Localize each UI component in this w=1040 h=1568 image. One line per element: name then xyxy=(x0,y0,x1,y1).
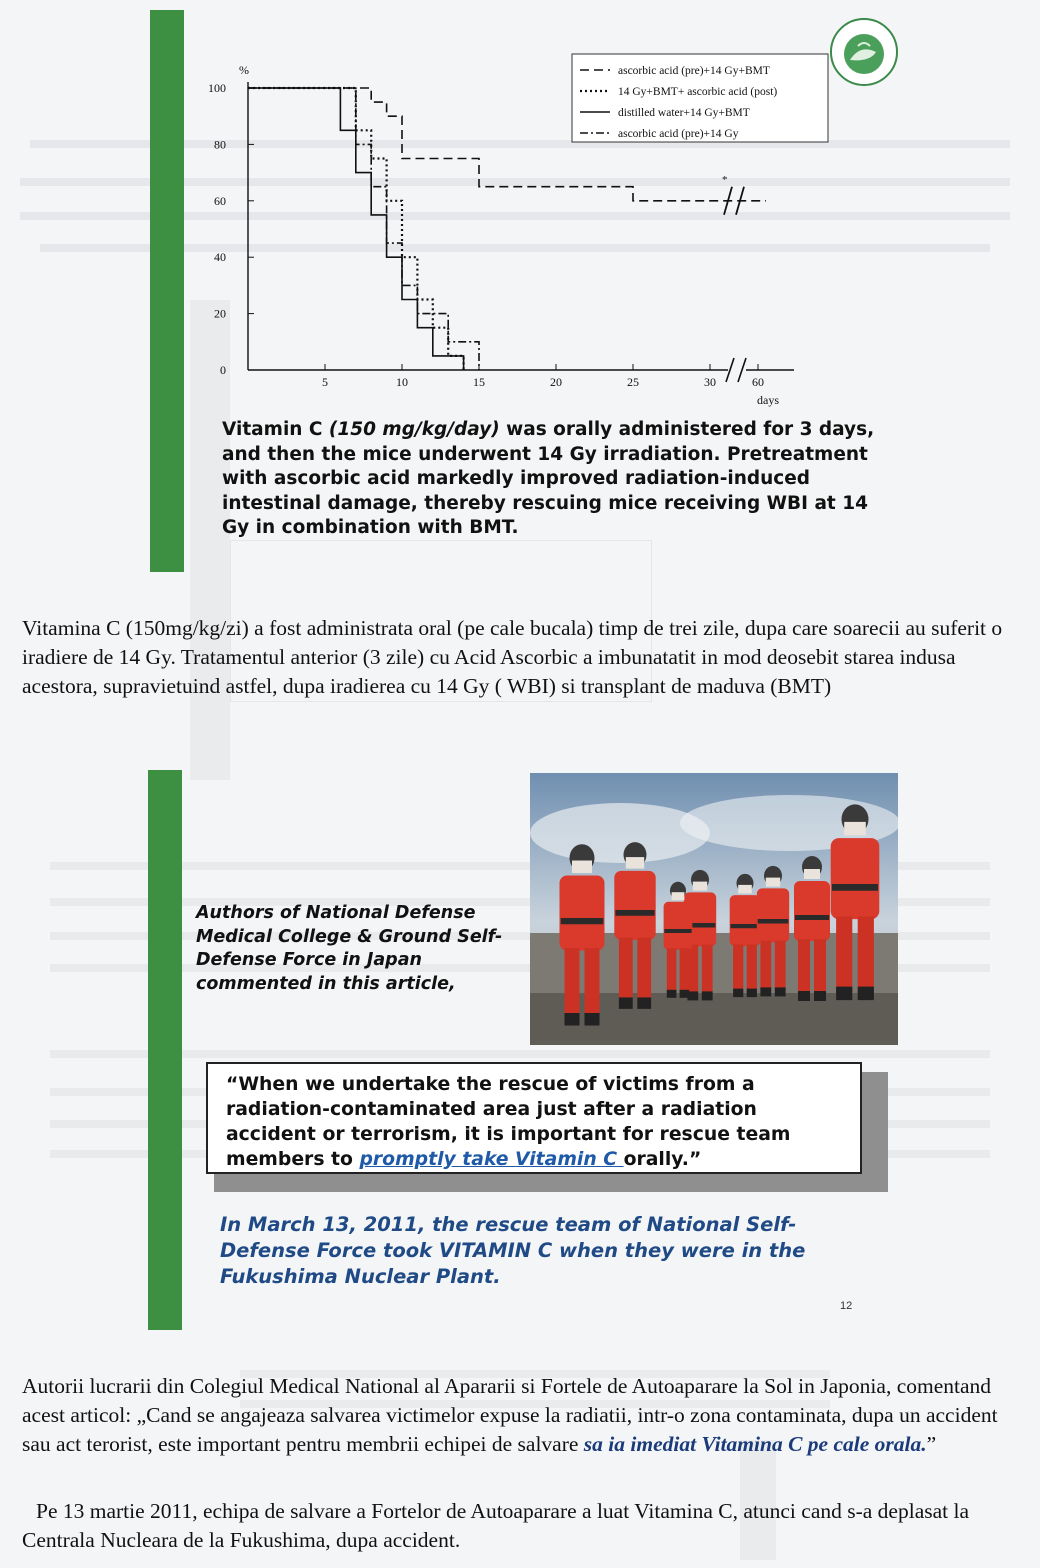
boot xyxy=(585,1013,600,1026)
caption-dose: (150 mg/kg/day) xyxy=(328,419,500,440)
boot xyxy=(814,991,826,1001)
green-accent-bar-bottom xyxy=(148,770,182,1330)
legend-label: ascorbic acid (pre)+14 Gy xyxy=(618,128,739,140)
x-axis-break-mark xyxy=(726,358,746,382)
belt xyxy=(615,910,654,916)
boot xyxy=(733,989,743,998)
boot xyxy=(680,990,690,998)
chart-legend xyxy=(572,54,828,142)
belt xyxy=(561,918,604,924)
caption-text-start: Vitamin C xyxy=(222,419,329,440)
paragraph-romanian-2 xyxy=(22,1372,1027,1459)
red-suit-leg xyxy=(775,941,786,991)
rescue-team-illustration xyxy=(530,773,898,1045)
y-tick-label: 0 xyxy=(220,363,226,377)
red-suit-leg xyxy=(858,916,874,992)
authors-note: Authors of National Defense Medical College & Ground Self- Defense Force in Japan commented in this article, xyxy=(196,903,503,994)
boot xyxy=(858,987,874,1001)
x-tick-label: 5 xyxy=(322,375,328,389)
green-accent-bar-top xyxy=(150,10,184,572)
survival-chart xyxy=(200,40,900,420)
para2-closing-quote: ” xyxy=(926,1432,937,1456)
red-suit-body xyxy=(730,895,761,946)
quote-box xyxy=(206,1062,862,1174)
red-suit-leg xyxy=(814,939,826,995)
red-suit-leg xyxy=(585,948,600,1018)
x-tick-label: 60 xyxy=(752,375,764,389)
legend-label: ascorbic acid (pre)+14 Gy+BMT xyxy=(618,65,770,77)
y-tick-label: 40 xyxy=(214,250,226,265)
boot xyxy=(798,991,810,1001)
red-suit-leg xyxy=(565,948,580,1018)
x-tick-label: 15 xyxy=(473,375,485,389)
boot xyxy=(702,991,713,1000)
belt xyxy=(664,929,691,933)
red-suit-leg xyxy=(760,941,771,991)
red-suit-leg xyxy=(836,916,852,992)
boot xyxy=(775,987,786,996)
caption-text-end: was orally administered for 3 days, and then the mice underwent 14 Gy irradiation. Pretreatment with ascorbic acid markedly improved radiation-induced intestinal damage, thereby rescuing mice receiving WBI at 14 Gy in combination with BMT. xyxy=(222,419,875,538)
red-suit-body xyxy=(794,881,830,941)
x-tick-label: 10 xyxy=(396,375,408,389)
red-suit-leg xyxy=(680,948,690,993)
x-tick-label: 30 xyxy=(704,375,716,389)
red-suit-leg xyxy=(619,938,633,1002)
belt xyxy=(832,884,878,891)
boot xyxy=(747,989,757,998)
face-mask xyxy=(766,878,780,887)
red-suit-body xyxy=(560,876,605,951)
red-suit-leg xyxy=(733,944,743,992)
red-suit-leg xyxy=(798,939,810,995)
red-suit-body xyxy=(757,888,789,942)
boot xyxy=(619,997,633,1009)
y-tick-label: 100 xyxy=(208,81,226,95)
significance-asterisk: * xyxy=(722,173,728,186)
page-number: 12 xyxy=(840,1300,853,1312)
quote-vitamin-c-link[interactable]: promptly take Vitamin C xyxy=(359,1149,624,1170)
march-2011-note: In March 13, 2011, the rescue team of National Self-Defense Force took VITAMIN C when they were in the Fukushima Nuclear Plant. xyxy=(220,1213,806,1288)
x-tick-label: 20 xyxy=(550,375,562,389)
boot xyxy=(637,997,651,1009)
red-suit-leg xyxy=(747,944,757,992)
x-tick-label: 25 xyxy=(627,375,639,389)
y-tick-label: 80 xyxy=(214,137,226,152)
paragraph-romanian-3: Pe 13 martie 2011, echipa de salvare a Fortelor de Autoaparare a luat Vitamina C, atunci cand s-a deplasat la Centrala Nucleara de la Fukushima, dupa accident. xyxy=(22,1499,970,1552)
boot xyxy=(760,987,771,996)
face-mask xyxy=(804,869,820,879)
boot xyxy=(565,1013,580,1026)
belt xyxy=(795,915,829,920)
y-tick-label: 20 xyxy=(214,306,226,321)
quote-text-end: orally.” xyxy=(623,1149,702,1170)
boot xyxy=(836,987,852,1001)
face-mask xyxy=(626,857,644,869)
boot xyxy=(667,990,677,998)
red-suit-body xyxy=(614,871,655,940)
red-suit-body xyxy=(664,902,693,950)
legend-label: 14 Gy+BMT+ ascorbic acid (post) xyxy=(618,86,778,98)
para2-emphasis: sa ia imediat Vitamina C pe cale orala. xyxy=(583,1432,927,1456)
face-mask xyxy=(693,882,707,891)
red-suit-leg xyxy=(637,938,651,1002)
chart-caption-english xyxy=(222,418,882,541)
rescue-team-photo xyxy=(530,773,898,1045)
belt xyxy=(731,924,760,928)
legend-label: distilled water+14 Gy+BMT xyxy=(618,107,750,119)
red-suit-leg xyxy=(702,945,713,995)
quote-text-start: “When we undertake the rescue of victims from a radiation-contaminated area just after a radiation accident or terrorism, it is important for rescue team members to xyxy=(226,1074,791,1170)
face-mask xyxy=(672,892,685,900)
paragraph-romanian-1: Vitamina C (150mg/kg/zi) a fost administrata oral (pe cale bucala) timp de trei zile, dupa care soarecii au suferit o iradiere de 14 Gy. Tratamentul anterior (3 zile) cu Acid Ascorbic a imbunatatit in mod deosebit starea indusa acestora, supravietuind astfel, dupa iradierea cu 14 Gy ( WBI) si transplant de maduva (BMT) xyxy=(22,616,1003,698)
red-suit-leg xyxy=(667,948,677,993)
face-mask xyxy=(844,822,866,836)
y-axis-label: % xyxy=(239,63,249,77)
red-suit-body xyxy=(831,838,880,919)
face-mask xyxy=(738,885,752,894)
para2-text-start: Autorii lucrarii din Colegiul Medical National al Apararii si Fortele de Autoaparare la Sol in Japonia, comentand acest articol: „Cand se angajeaza salvarea victimelor expuse la radiatii, intr-o zona contaminata, dupa un accident sau act terorist, este important pentru membrii echipei de salvare xyxy=(22,1374,998,1456)
face-mask xyxy=(572,861,592,874)
x-axis-label: days xyxy=(757,393,779,407)
y-tick-label: 60 xyxy=(214,193,226,208)
belt xyxy=(758,919,789,924)
